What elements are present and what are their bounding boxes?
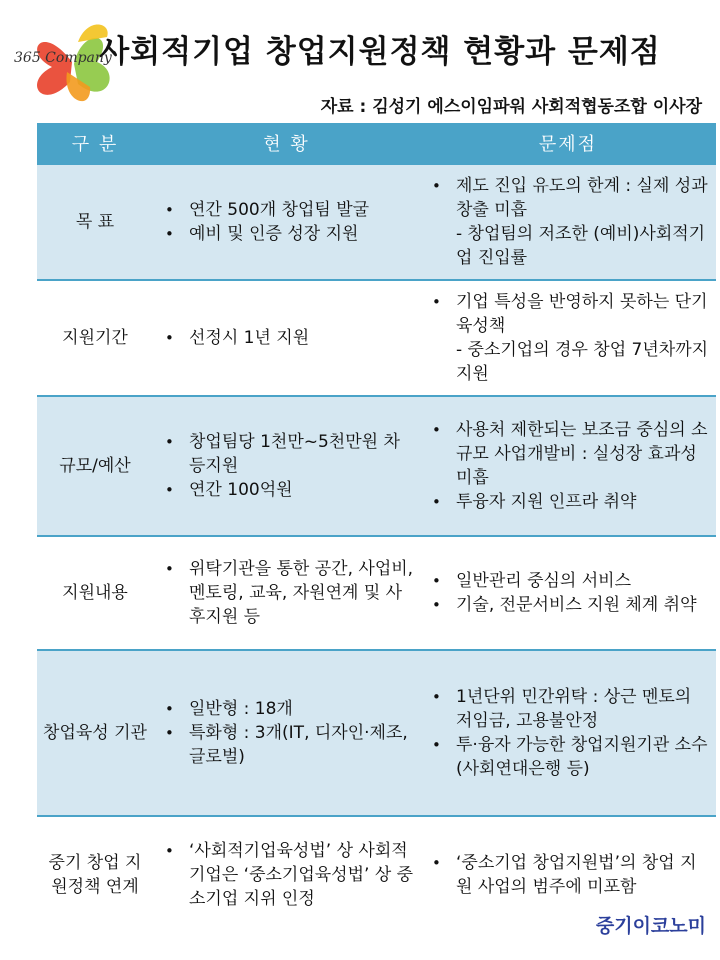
problem-item: • 투융자 지원 인프라 취약 [456, 490, 710, 514]
problem-item: • 사용처 제한되는 보조금 중심의 소규모 사업개발비 : 실성장 효과성 미흡 [456, 418, 710, 490]
status-cell [153, 280, 420, 396]
problem-item [456, 174, 710, 270]
problem-item: • 일반관리 중심의 서비스 [456, 569, 710, 593]
table-header-row [37, 123, 716, 164]
row-category: 창업육성 기관 [37, 650, 153, 816]
row-category: 목 표 [37, 164, 153, 280]
table-row [37, 396, 716, 536]
problem-subtext: - 창업팀의 저조한 (예비)사회적기업 진입률 [456, 224, 706, 268]
problem-cell [420, 536, 716, 650]
status-item: • 연간 500개 창업팀 발굴 [189, 198, 414, 222]
row-category: 규모/예산 [37, 396, 153, 536]
problem-item: • 기술, 전문서비스 지원 체계 취약 [456, 593, 710, 617]
status-cell [153, 164, 420, 280]
problem-cell [420, 650, 716, 816]
status-item: • 연간 100억원 [189, 478, 414, 502]
row-category: 중기 창업 지원정책 연계 [37, 816, 153, 932]
status-item: • ‘사회적기업육성법’ 상 사회적기업은 ‘중소기업육성법’ 상 중소기업 지위 인정 [189, 839, 414, 911]
status-cell [153, 650, 420, 816]
header-category: 구 분 [37, 123, 153, 164]
source-note: 자료 : 김성기 에스이임파워 사회적협동조합 이사장 [320, 97, 702, 117]
policy-table [37, 123, 716, 932]
problem-cell [420, 396, 716, 536]
row-category: 지원내용 [37, 536, 153, 650]
table-row [37, 650, 716, 816]
status-item: • 선정시 1년 지원 [189, 326, 414, 350]
status-item: • 창업팀당 1천만~5천만원 차등지원 [189, 430, 414, 478]
status-cell [153, 536, 420, 650]
problem-subtext: - 중소기업의 경우 창업 7년차까지 지원 [456, 340, 709, 384]
table-row [37, 536, 716, 650]
brand-logo-text: 중기이코노미 [595, 915, 706, 937]
header-status: 현 황 [153, 123, 420, 164]
header-problems: 문제점 [420, 123, 716, 164]
table-row [37, 280, 716, 396]
status-item: • 예비 및 인증 성장 지원 [189, 222, 414, 246]
status-item: • 특화형 : 3개(IT, 디자인·제조, 글로벌) [189, 721, 414, 769]
problem-text: 기업 특성을 반영하지 못하는 단기 육성책 [456, 292, 708, 336]
problem-cell [420, 280, 716, 396]
logo-text: 365 Company [14, 50, 112, 66]
status-cell [153, 816, 420, 932]
status-item: • 위탁기관을 통한 공간, 사업비, 멘토링, 교육, 자원연계 및 사후지원 등 [189, 557, 414, 629]
problem-text: 제도 진입 유도의 한계 : 실제 성과창출 미흡 [456, 176, 708, 220]
status-cell [153, 396, 420, 536]
status-item: • 일반형 : 18개 [189, 697, 414, 721]
problem-item [456, 290, 710, 386]
problem-cell [420, 164, 716, 280]
problem-item: • 투·융자 가능한 창업지원기관 소수(사회연대은행 등) [456, 733, 710, 781]
row-category: 지원기간 [37, 280, 153, 396]
page-title: 사회적기업 창업지원정책 현황과 문제점 [99, 34, 661, 70]
problem-item: • 1년단위 민간위탁 : 상근 멘토의 저임금, 고용불안정 [456, 685, 710, 733]
table-row [37, 164, 716, 280]
problem-item: • ‘중소기업 창업지원법’의 창업 지원 사업의 범주에 미포함 [456, 851, 710, 899]
